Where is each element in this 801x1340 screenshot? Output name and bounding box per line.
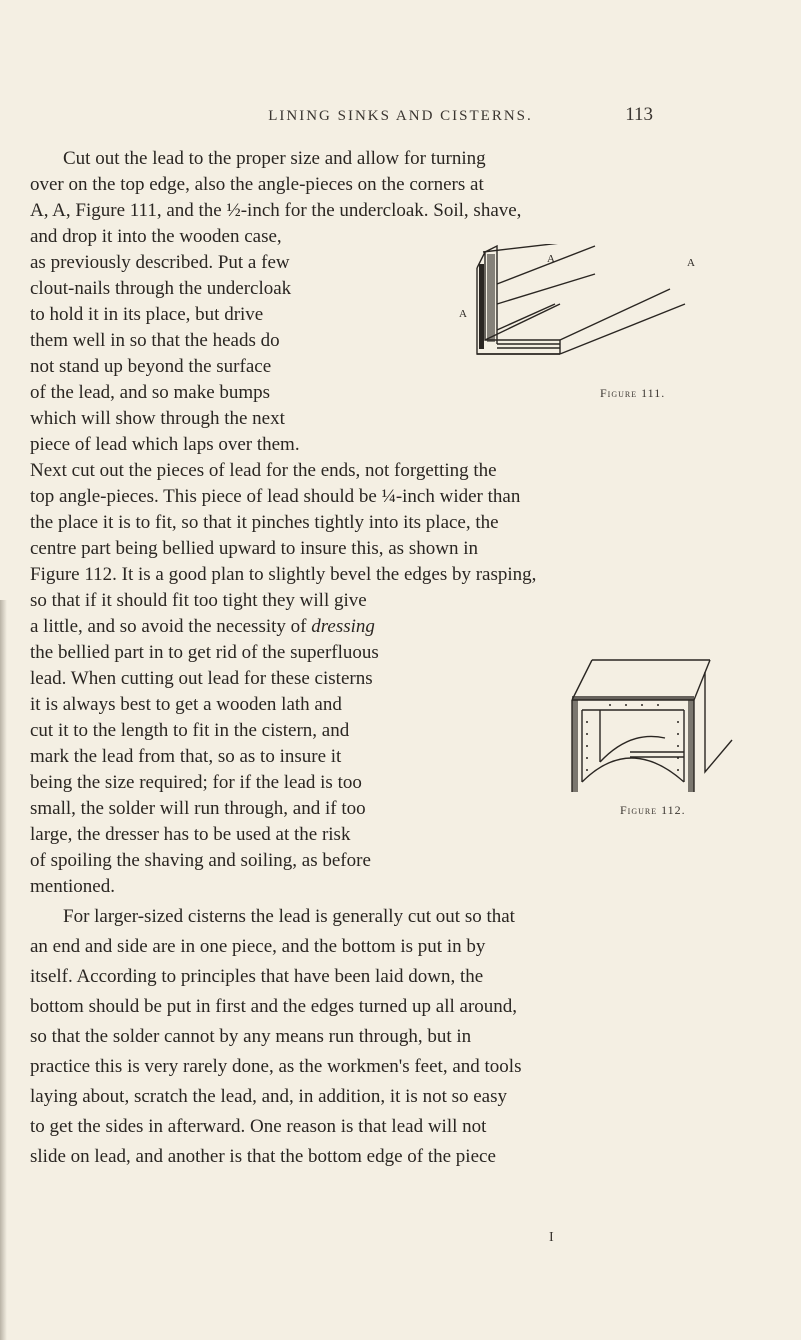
text-line: to hold it in its place, but drive — [30, 304, 264, 325]
text-line: an end and side are in one piece, and the bottom is put in by — [30, 936, 486, 957]
text-line: of the lead, and so make bumps — [30, 382, 271, 403]
figure-112-caption: Figure 112. — [620, 803, 686, 817]
running-head: LINING SINKS AND CISTERNS. — [268, 108, 533, 124]
text-line: and drop it into the wooden case, — [30, 226, 282, 247]
text-line: cut it to the length to fit in the cistern, and — [30, 720, 350, 741]
text-line: mark the lead from that, so as to insure it — [30, 746, 342, 767]
text-line: large, the dresser has to be used at the risk — [30, 824, 351, 845]
figure-111-label-a-top: A — [547, 253, 555, 265]
text-line: itself. According to principles that have been laid down, the — [30, 966, 484, 987]
text-line: small, the solder will run through, and if too — [30, 798, 366, 819]
text-line: top angle-pieces. This piece of lead should be ¼-inch wider than — [30, 486, 521, 507]
text-line: a little, and so avoid the necessity of dressing — [30, 616, 375, 637]
text-line: piece of lead which laps over them. — [30, 434, 300, 455]
text-line: not stand up beyond the surface — [30, 356, 272, 377]
figure-111-caption: Figure 111. — [600, 386, 666, 400]
text-line: it is always best to get a wooden lath and — [30, 694, 342, 715]
text-line: the place it is to fit, so that it pinches tightly into its place, the — [30, 512, 499, 533]
text-line: slide on lead, and another is that the bottom edge of the piece — [30, 1146, 496, 1167]
text-line: bottom should be put in first and the edges turned up all around, — [30, 996, 518, 1017]
page-edge-shadow — [0, 600, 7, 1340]
text-line: as previously described. Put a few — [30, 252, 290, 273]
signature-mark: I — [549, 1230, 554, 1245]
page-header — [0, 104, 801, 134]
text-line: being the size required; for if the lead is too — [30, 772, 362, 793]
text-line: of spoiling the shaving and soiling, as before — [30, 850, 371, 871]
text-line: mentioned. — [30, 876, 115, 897]
figure-111-label-a-left: A — [459, 308, 467, 320]
text-line: practice this is very rarely done, as the workmen's feet, and tools — [30, 1056, 522, 1077]
figure-111-label-a-right: A — [687, 257, 695, 269]
text-line: so that if it should fit too tight they will give — [30, 590, 367, 611]
text-line: Figure 112. It is a good plan to slightly bevel the edges by rasping, — [30, 564, 537, 585]
text-line: so that the solder cannot by any means run through, but in — [30, 1026, 472, 1047]
text-line: A, A, Figure 111, and the ½-inch for the undercloak. Soil, shave, — [30, 200, 522, 221]
figure-112-illustration — [560, 652, 735, 797]
text-line: over on the top edge, also the angle-pieces on the corners at — [30, 174, 484, 195]
text-line: centre part being bellied upward to insure this, as shown in — [30, 538, 478, 559]
text-line: lead. When cutting out lead for these cisterns — [30, 668, 373, 689]
text-line: clout-nails through the undercloak — [30, 278, 292, 299]
text-line: to get the sides in afterward. One reason is that lead will not — [30, 1116, 487, 1137]
text-line: them well in so that the heads do — [30, 330, 280, 351]
text-line: laying about, scratch the lead, and, in addition, it is not so easy — [30, 1086, 508, 1107]
page-number: 113 — [625, 104, 653, 125]
text-line: Cut out the lead to the proper size and allow for turning — [63, 148, 486, 169]
text-line: For larger-sized cisterns the lead is generally cut out so that — [63, 906, 515, 927]
text-line: Next cut out the pieces of lead for the ends, not forgetting the — [30, 460, 497, 481]
text-line: which will show through the next — [30, 408, 285, 429]
figure-111-illustration — [455, 244, 695, 374]
text-line: the bellied part in to get rid of the superfluous — [30, 642, 379, 663]
